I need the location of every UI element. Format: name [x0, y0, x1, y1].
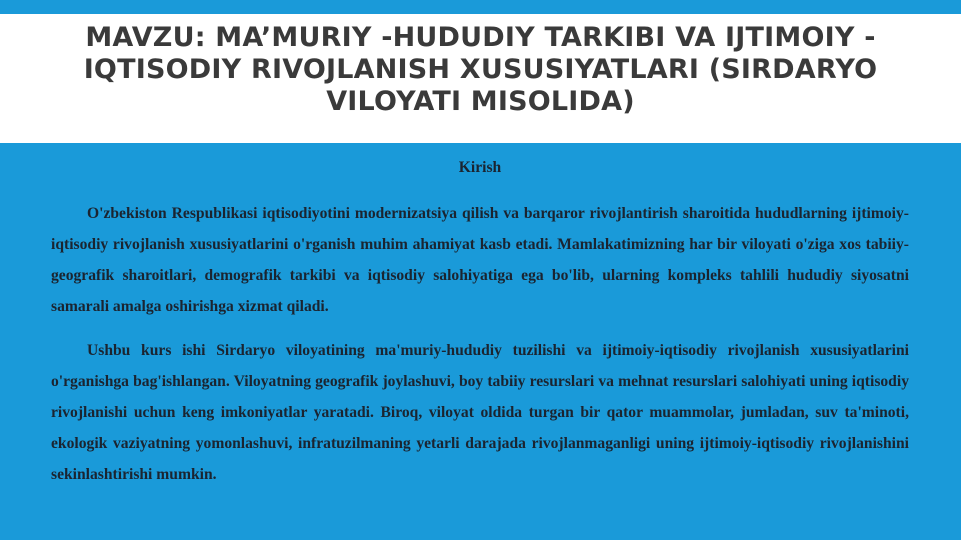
section-heading: Kirish [458, 159, 502, 176]
slide-title: MAVZU: MA’MURIY -HUDUDIY TARKIBI VA IJTIMOIY -IQTISODIY RIVOJLANISH XUSUSIYATLARI (SIRDARYO VILOYATI MISOLIDA) [83, 22, 878, 117]
paragraph-purpose: Ushbu kurs ishi Sirdaryo viloyatining ma'muriy-hududiy tuzilishi va ijtimoiy-iqtisodiy rivojlanish xususiyatlarini o'rganishga bag'ishlangan. Viloyatning geografik joylashuvi, boy tabiiy resurslari va mehnat resurslari salohiyati uning iqtisodiy rivojlanishi uchun keng imkoniyatlar yaratadi. Biroq, viloyat oldida turgan bir qator muammolar, jumladan, suv ta'minoti, ekologik vaziyatning yomonlashuvi, infratuzilmaning yetarli darajada rivojlanmaganligi uning ijtimoiy-iqtisodiy rivojlanishini sekinlashtirishi mumkin. [51, 342, 909, 483]
slide-content [51, 152, 909, 503]
paragraph-intro: O'zbekiston Respublikasi iqtisodiyotini modernizatsiya qilish va barqaror rivojlantirish sharoitida hududlarning ijtimoiy-iqtisodiy rivojlanish xususiyatlarini o'rganish muhim ahamiyat kasb etadi. Mamlakatimizning har bir viloyati o'ziga xos tabiiy-geografik sharoitlari, demografik tarkibi va iqtisodiy salohiyatiga ega bo'lib, ularning kompleks tahlili hududiy siyosatni samarali amalga oshirishga xizmat qiladi. [51, 205, 909, 315]
